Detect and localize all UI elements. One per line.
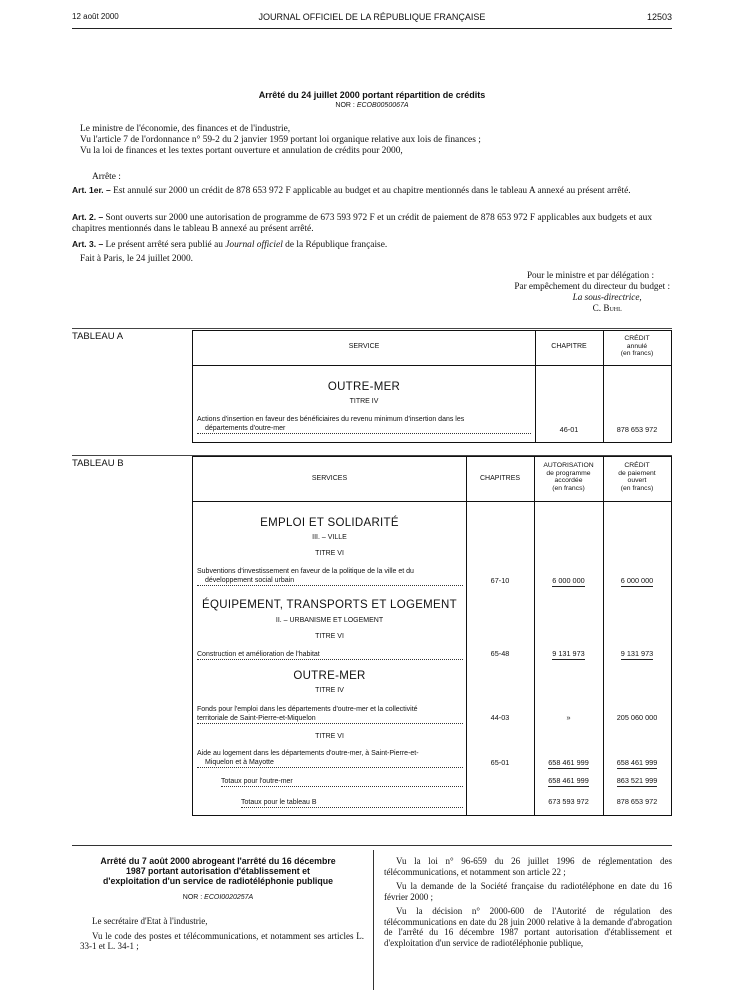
column-rule — [72, 845, 672, 846]
arrete2-nor: NOR : ECOI0020257A — [182, 894, 254, 901]
row-description: Fonds pour l'emploi dans les départements d'outre-mer et la collectivité territoriale de Saint-Pierre-et-Miquelon — [197, 705, 463, 724]
row-credit: 878 653 972 — [616, 425, 658, 434]
header-credit: CRÉDIT annulé (en francs) — [620, 335, 654, 357]
row-cp: 6 000 000 — [620, 576, 654, 585]
journal-title: JOURNAL OFFICIEL DE LA RÉPUBLIQUE FRANÇAISE — [258, 12, 486, 22]
header-autorisation: AUTORISATION de programme accordée (en francs) — [543, 462, 594, 492]
signatory-name: C. Buhl — [592, 303, 622, 313]
arrete1-nor: NOR : ECOB0050067A — [335, 102, 409, 109]
arrete2-left-column — [80, 916, 364, 956]
article-1: Art. 1er. – Est annulé sur 2000 un crédit de 878 653 972 F applicable au budget et au chapitre mentionnés dans le tableau A annexé au présent arrêté. — [72, 185, 631, 196]
arrete1-intro — [80, 124, 672, 157]
row-ap: » — [566, 713, 571, 722]
row-ap: 6 000 000 — [552, 576, 585, 585]
row-description: Aide au logement dans les départements d'outre-mer, à Saint-Pierre-et- Miquelon et à Mayotte — [197, 749, 463, 768]
titre-iv: TITRE IV — [315, 687, 344, 694]
intro-line: Vu la loi de finances et les textes portant ouverture et annulation de crédits pour 2000, — [80, 146, 403, 156]
page-header — [72, 12, 672, 26]
arrete1-title: Arrêté du 24 juillet 2000 portant répartition de crédits — [258, 90, 486, 100]
row-chapitre: 44-03 — [490, 713, 510, 722]
visa: Vu le code des postes et télécommunications, et notamment ses articles L. 33-1 et L. 34-1 ; — [80, 930, 364, 951]
header-chapitres: CHAPITRES — [479, 475, 521, 482]
header-date: 12 août 2000 — [72, 12, 119, 21]
visa: Vu la loi n° 96-659 du 26 juillet 1996 de réglementation des télécommunications, et notamment son article 22 ; — [384, 856, 672, 877]
header-credit-paiement: CRÉDIT de paiement ouvert (en francs) — [618, 462, 656, 492]
titre-vi: TITRE VI — [315, 550, 344, 557]
fait-a-paris: Fait à Paris, le 24 juillet 2000. — [80, 254, 194, 264]
sub-urbanisme: II. – URBANISME ET LOGEMENT — [275, 617, 384, 624]
titre-vi: TITRE VI — [315, 633, 344, 640]
header-service: SERVICE — [348, 343, 380, 350]
sub-ville: III. – VILLE — [312, 534, 347, 541]
totaux-tableau-b: Totaux pour le tableau B — [241, 798, 463, 808]
page-number: 12503 — [646, 12, 672, 22]
tableau-b — [192, 456, 672, 816]
row-cp: 205 060 000 — [616, 713, 658, 722]
section-outre-mer: OUTRE-MER — [327, 381, 401, 393]
titre-vi: TITRE VI — [315, 733, 344, 740]
row-description: Actions d'insertion en faveur des bénéficiaires du revenu minimum d'insertion dans les départements d'outre-mer — [197, 415, 531, 434]
section-equipement: ÉQUIPEMENT, TRANSPORTS ET LOGEMENT — [202, 599, 457, 611]
row-description: Construction et amélioration de l'habitat — [197, 650, 463, 660]
arrete-word: Arrête : — [92, 172, 121, 182]
row-ap: 9 131 973 — [552, 649, 585, 658]
column-divider — [373, 850, 374, 990]
totaux-outre-mer-cp: 863 521 999 — [616, 776, 658, 785]
header-rule — [72, 28, 672, 29]
sig-line-2: Par empêchement du directeur du budget : — [514, 281, 670, 291]
article-2: Art. 2. – Sont ouverts sur 2000 une autorisation de programme de 673 593 972 F et un crédit de paiement de 878 653 972 F applicables aux budgets et aux chapitres mentionnés dans le tableau B annexé au présent arrêté. — [72, 212, 653, 234]
article-3: Art. 3. – Le présent arrêté sera publié au Journal officiel de la République française. — [72, 239, 388, 250]
visa: Le secrétaire d'Etat à l'industrie, — [92, 916, 208, 926]
totaux-outre-mer: Totaux pour l'outre-mer — [221, 777, 463, 787]
visa: Vu la demande de la Société française du radiotéléphone en date du 16 février 2000 ; — [384, 881, 672, 902]
tableau-b-label: TABLEAU B — [72, 458, 124, 469]
sig-line-3: La sous-directrice, — [572, 292, 642, 302]
intro-line: Le ministre de l'économie, des finances et de l'industrie, — [80, 124, 291, 134]
arrete2-right-column — [384, 856, 672, 952]
section-emploi-solidarite: EMPLOI ET SOLIDARITÉ — [260, 517, 399, 529]
row-chapitre: 65-48 — [490, 649, 510, 658]
row-chapitre: 65-01 — [490, 758, 510, 767]
row-ap: 658 461 999 — [548, 758, 589, 767]
row-chapitre: 67-10 — [490, 576, 510, 585]
titre-iv: TITRE IV — [349, 398, 379, 405]
row-cp: 9 131 973 — [620, 649, 654, 658]
total-cp: 878 653 972 — [616, 797, 658, 806]
totaux-outre-mer-ap: 658 461 999 — [548, 776, 589, 785]
total-ap: 673 593 972 — [548, 797, 589, 806]
sig-line-1: Pour le ministre et par délégation : — [526, 270, 654, 280]
visa: Vu la décision n° 2000-600 de l'Autorité de régulation des télécommunications en date du 28 juin 2000 relative à la demande d'abrogation de l'arrêté du 16 décembre 1987 portant autorisation d'établissement et d'exploitation d'un service de radiotéléphonie publique, — [384, 906, 672, 948]
arrete2-title: Arrêté du 7 août 2000 abrogeant l'arrêté du 16 décembre 1987 portant autorisation d'établissement et d'exploitation d'un service de radiotéléphonie publique — [100, 856, 336, 886]
header-services: SERVICES — [311, 475, 348, 482]
tableau-a-label: TABLEAU A — [72, 331, 124, 342]
row-cp: 658 461 999 — [616, 758, 658, 767]
row-chapitre: 46-01 — [559, 425, 579, 434]
tableau-a-rule — [72, 328, 672, 329]
intro-line: Vu l'article 7 de l'ordonnance n° 59-2 du 2 janvier 1959 portant loi organique relative aux lois de finances ; — [80, 135, 481, 145]
tableau-a — [192, 330, 672, 443]
row-description: Subventions d'investissement en faveur de la politique de la ville et du développement social urbain — [197, 567, 463, 586]
header-chapitre: CHAPITRE — [551, 343, 587, 350]
section-outre-mer: OUTRE-MER — [293, 670, 366, 682]
signature-block — [514, 270, 670, 314]
